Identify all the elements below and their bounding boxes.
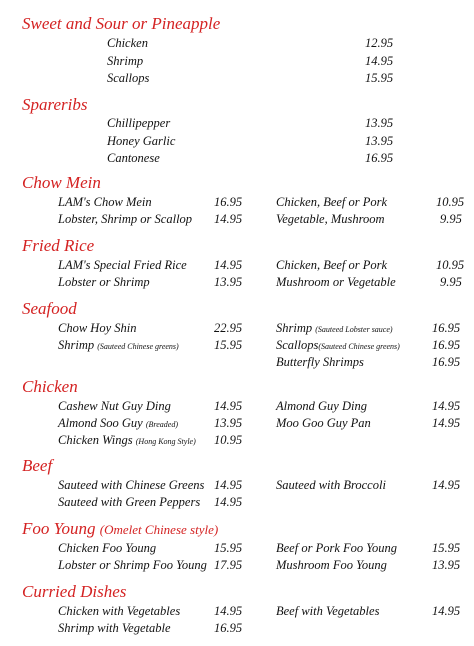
item-name: Cashew Nut Guy Ding [58,399,171,413]
item-name: Sauteed with Broccoli [276,478,386,492]
item-name: Chow Hoy Shin [58,321,137,335]
item-note: (Sauteed Lobster sauce) [315,325,393,334]
item-price: 16.95 [214,621,243,635]
item-name: Chicken, Beef or Pork [276,258,388,272]
item-name: Chicken Foo Young [58,541,157,555]
item-price: 16.95 [214,195,243,209]
item-note: (Hong Kong Style) [135,437,196,446]
section-title-chicken: Chicken [22,377,78,396]
item-name: Shrimp with Vegetable [58,621,171,635]
item-price: 17.95 [214,558,243,572]
item-name: Chicken Wings [58,433,133,447]
item-price: 14.95 [432,399,461,413]
item-price: 14.95 [214,399,243,413]
item-price: 14.95 [365,54,394,68]
item-name: Beef or Pork Foo Young [276,541,398,555]
item-price: 9.95 [440,275,462,289]
section-title-spareribs: Spareribs [22,95,88,114]
item-name: Scallops [276,338,319,352]
item-price: 10.95 [436,258,465,272]
item-name: Chillipepper [107,116,171,130]
item-note: (Breaded) [145,420,178,429]
item-price: 15.95 [365,71,394,85]
item-price: 13.95 [365,134,394,148]
item-name: Lobster or Shrimp [58,275,150,289]
item-name: Scallops [107,71,150,85]
item-price: 14.95 [432,604,461,618]
item-price: 14.95 [432,478,461,492]
item-name: Lobster or Shrimp Foo Young [58,558,207,572]
item-price: 13.95 [432,558,461,572]
item-price: 10.95 [436,195,465,209]
item-price: 14.95 [214,258,243,272]
item-price: 16.95 [432,321,461,335]
item-price: 22.95 [214,321,243,335]
item-price: 14.95 [214,478,243,492]
item-price: 14.95 [214,604,243,618]
item-name: Shrimp [58,338,95,352]
item-name: Honey Garlic [107,134,176,148]
item-name: Sauteed with Green Peppers [58,495,201,509]
item-name: LAM's Special Fried Rice [58,258,187,272]
item-price: 15.95 [432,541,461,555]
section-title-sweet-sour: Sweet and Sour or Pineapple [22,14,221,33]
item-name: Mushroom or Vegetable [276,275,396,289]
item-price: 14.95 [214,212,243,226]
item-price: 12.95 [365,36,394,50]
item-price: 13.95 [214,416,243,430]
item-name: Moo Goo Guy Pan [276,416,371,430]
item-name: Almond Guy Ding [276,399,367,413]
item-price: 15.95 [214,541,243,555]
item-price: 14.95 [432,416,461,430]
item-name: LAM's Chow Mein [58,195,152,209]
section-title-beef: Beef [22,456,53,475]
item-name: Butterfly Shrimps [276,355,364,369]
item-name: Chicken [107,36,148,50]
section-title-text: Foo Young [22,519,96,538]
section-title-curried-dishes: Curried Dishes [22,582,127,601]
item-name: Chicken with Vegetables [58,604,181,618]
item-price: 16.95 [365,151,394,165]
section-subtitle: (Omelet Chinese style) [99,522,219,537]
item-price: 16.95 [432,355,461,369]
item-name: Chicken, Beef or Pork [276,195,388,209]
section-title-foo-young [22,519,218,540]
section-title-seafood: Seafood [22,299,77,318]
item-name: Sauteed with Chinese Greens [58,478,205,492]
item-price: 15.95 [214,338,243,352]
item-price: 16.95 [432,338,461,352]
item-price: 10.95 [214,433,243,447]
item-name: Shrimp [276,321,313,335]
item-name: Beef with Vegetables [276,604,380,618]
item-price: 13.95 [214,275,243,289]
item-name: Cantonese [107,151,160,165]
item-name: Shrimp [107,54,144,68]
item-name: Mushroom Foo Young [276,558,387,572]
item-price: 9.95 [440,212,462,226]
item-name: Almond Soo Guy [58,416,143,430]
item-name: Vegetable, Mushroom [276,212,385,226]
section-title-chow-mein: Chow Mein [22,173,101,192]
item-price: 13.95 [365,116,394,130]
item-note: (Sauteed Chinese greens) [318,342,400,351]
section-title-fried-rice: Fried Rice [22,236,95,255]
item-name: Lobster, Shrimp or Scallop [58,212,193,226]
item-note: (Sauteed Chinese greens) [97,342,179,351]
item-price: 14.95 [214,495,243,509]
